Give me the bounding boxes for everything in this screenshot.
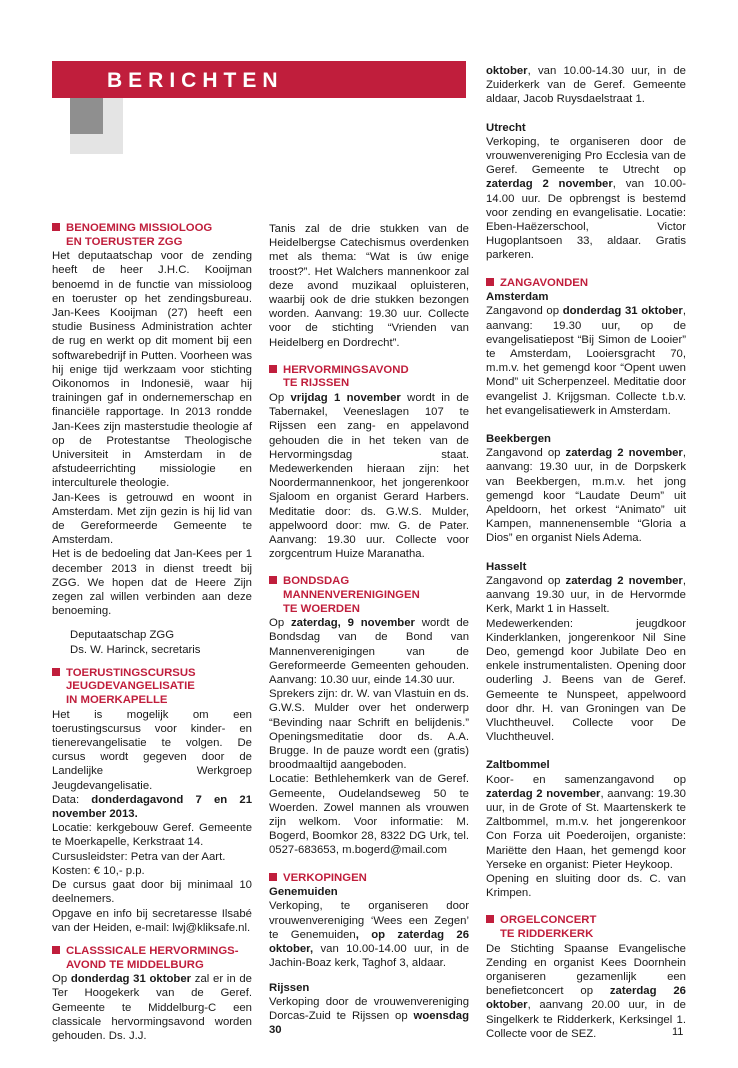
paragraph: Koor- en samenzangavond op zaterdag 2 november, aanvang: 19.30 uur, in de Grote of St. Maartenskerk te Zaltbommel, m.m.v. het jongerenkoor Con Forza uit Poederoijen, organiste: Mariëtte den Haan, het gemengd koor Yerseke en organist: Pieter Heykoop. — [486, 773, 686, 871]
subheading: Hasselt — [486, 560, 527, 573]
subheading: Zaltbommel — [486, 759, 550, 772]
paragraph: Medewerkenden: jeugdkoor Kinderklanken, jongerenkoor Nil Sine Deo, gemengd koor Jubilate Deo en enkele instrumentalisten. Opening door ouderling J. Beens van de Geref. Gemeente te Nunspeet, appelwoord door dhr. H. van Groningen van De Vluchtheuvel. Collecte voor De Vluchtheuvel. — [486, 617, 686, 744]
square-bullet-icon — [269, 873, 277, 881]
paragraph: Kosten: € 10,- p.p. — [52, 864, 145, 877]
subheading: Genemuiden — [269, 886, 338, 899]
paragraph: Jan-Kees is getrouwd en woont in Amsterdam. Met zijn gezin is hij lid van de Gereformeerde Gemeente te Amsterdam. — [52, 491, 252, 547]
paragraph: De cursus gaat door bij minimaal 10 deelnemers. — [52, 879, 252, 906]
paragraph: Data: donderdagavond 7 en 21 november 2013. — [52, 793, 252, 821]
paragraph: Sprekers zijn: dr. W. van Vlastuin en ds. G.W.S. Mulder over het onderwerp “Bevinding naar Schrift en belijdenis.” Openingsmeditatie door ds. A.A. Brugge. In de pauze wordt een (gratis) broodmaaltijd aangeboden. — [269, 688, 469, 772]
paragraph: Het is mogelijk om een toerustingscursus voor kinder- en tienerevangelisatie te volgen. De cursus wordt gegeven door de Landelijke Werkgroep Jeugdevangelisatie. — [52, 708, 252, 792]
paragraph: Zangavond op zaterdag 2 november, aanvang 19.30 uur, in de Hervormde Kerk, Markt 1 in Hasselt. — [486, 574, 686, 616]
section-title-verkopingen: VERKOPINGEN — [269, 872, 469, 886]
section-title-orgelconcert: ORGELCONCERT TE RIDDERKERK — [486, 914, 686, 941]
paragraph: Verkoping, te organiseren door de vrouwenvereniging Pro Ecclesia van de Geref. Gemeente te Utrecht op zaterdag 2 november, van 10.00-14.00 uur. De opbrengst is bestemd voor zending en evangelisatie. Locatie: Eben-Haëzerschool, Victor Hugoplantsoen 33, aldaar. Gratis parkeren. — [486, 135, 686, 262]
square-bullet-icon — [269, 576, 277, 584]
square-bullet-icon — [52, 668, 60, 676]
signature-line: Deputaatschap ZGG — [70, 629, 175, 642]
paragraph: Locatie: kerkgebouw Geref. Gemeente te Moerkapelle, Kerkstraat 14. — [52, 822, 252, 849]
section-title-toerustingscursus: TOERUSTINGSCURSUS JEUGDEVANGELISATIE IN MOERKAPELLE — [52, 667, 252, 708]
paragraph: Verkoping door de vrouwenvereniging Dorcas-Zuid te Rijssen op woensdag 30 — [269, 995, 469, 1037]
subheading: Rijssen — [269, 981, 310, 994]
page-number: 11 — [672, 1026, 684, 1038]
column-3 — [486, 64, 686, 1041]
paragraph: Het deputaatschap voor de zending heeft de heer J.H.C. Kooijman benoemd in de functie van missioloog en toeruster op het zendingsbureau. Jan-Kees Kooijman (27) heeft een studie Business Administration achter de rug en werkt op dit moment bij een softwarebedrijf in Putten. Voorheen was hij enige tijd werkzaam voor stichting Oikonomos in Indonesië, waar hij trainingen gaf in ondernemerschap en financiële rapportage. In 2013 rondde Jan-Kees zijn masterstudie theologie af op de Protestantse Theologische Universiteit in Amsterdam in de afstudeerrichting missiologie en interculturele theologie. — [52, 250, 252, 490]
square-bullet-icon — [269, 365, 277, 373]
section-title-hervormingsavond: HERVORMINGSAVOND TE RIJSSEN — [269, 364, 469, 391]
paragraph: Op donderdag 31 oktober zal er in de Ter Hoogekerk van de Geref. Gemeente te Middelburg-C een classicale hervormingsavond worden gehouden. Ds. J.J. — [52, 973, 252, 1042]
section-title-bondsdag: BONDSDAG MANNENVERENIGINGEN TE WOERDEN — [269, 575, 469, 616]
square-bullet-icon — [486, 915, 494, 923]
paragraph: oktober, van 10.00-14.30 uur, in de Zuiderkerk van de Geref. Gemeente aldaar, Jacob Ruysdaelstraat 1. — [486, 65, 686, 106]
page-title: BERICHTEN — [107, 69, 284, 92]
paragraph: Opgave en info bij secretaresse Ilsabé van der Heiden, e-mail: lwj@kliksafe.nl. — [52, 907, 252, 934]
paragraph: Locatie: Bethlehemkerk van de Geref. Gemeente, Oudelandseweg 50 te Woerden. Zowel mannen als vrouwen zijn welkom. Voor informatie: M. Bogerd, Boomkor 28, 8322 DG Urk, tel. 0527-683653, m.bogerd@mail.com — [269, 773, 469, 857]
paragraph: Tanis zal de drie stukken van de Heidelbergse Catechismus overdenken met als thema: “Wat is úw enige troost?”. Het Walchers mannenkoor zal deze avond muzikaal opluisteren, waarbij ook de drie stukken bezongen worden. Aanvang: 19.30 uur. Collecte voor de stichting “Vrienden van Heidelberg en Dordrecht”. — [269, 223, 469, 349]
signature-line: Ds. W. Harinck, secretaris — [70, 643, 201, 656]
subheading: Amsterdam — [486, 291, 549, 304]
paragraph: Opening en sluiting door ds. C. van Krimpen. — [486, 872, 686, 900]
paragraph: Verkoping, te organiseren door vrouwenvereniging ‘Wees een Zegen’ te Genemuiden, op zaterdag 26 oktober, van 10.00-14.00 uur, in de Jachin-Boaz kerk, Taghof 3, aldaar. — [269, 900, 469, 970]
section-title-benoeming: BENOEMING MISSIOLOOG EN TOERUSTER ZGG — [52, 222, 252, 249]
square-bullet-icon — [486, 278, 494, 286]
paragraph: Het is de bedoeling dat Jan-Kees per 1 december 2013 in dienst treedt bij ZGG. We hopen dat de Heere Zijn zegen zal willen verbinden aan deze benoeming. — [52, 548, 252, 618]
paragraph: Op zaterdag, 9 november wordt de Bondsdag van de Bond van Mannenverenigingen van de Gereformeerde Gemeenten gehouden. Aanvang: 10.30 uur, einde 14.30 uur. — [269, 617, 469, 687]
column-1 — [52, 222, 252, 1043]
subheading: Beekbergen — [486, 433, 551, 446]
paragraph: Zangavond op zaterdag 2 november, aanvang: 19.30 uur, in de Dorpskerk van Beekbergen, m.m.v. het jong gemengd koor “Laudate Deum” uit Apeldoorn, het orkest “Animato” uit Kampen, mannenensemble “Gloria a Dios” en organist Niels Adema. — [486, 447, 686, 545]
square-bullet-icon — [52, 946, 60, 954]
paragraph: Op vrijdag 1 november wordt in de Tabernakel, Veeneslagen 107 te Rijssen een zang- en appelavond gehouden die in het teken van de Hervormingsdag staat. Medewerkenden hieraan zijn: het Noordermannenkoor, het jongerenkoor Sjaloom en organist Gerard Harbers. Meditatie door: ds. G.W.S. Mulder, appelwoord door: mw. G. de Pater. Aanvang: 19.30 uur. Collecte voor zorgcentrum Huize Maranatha. — [269, 392, 469, 561]
paragraph: Cursusleidster: Petra van der Aart. — [52, 850, 226, 863]
subheading: Utrecht — [486, 121, 526, 134]
paragraph: Zangavond op donderdag 31 oktober, aanvang: 19.30 uur, op de evangelisatiepost “Bij Simon de Looier” te Amsterdam, Looiersgracht 70, m.m.v. het gemengd koor “Opent uwen Mond” uit Scherpenzeel. Meditatie door evangelist J. Krijgsman. Collecte t.b.v. het evangelisatiewerk in Amsterdam. — [486, 305, 686, 417]
section-title-classicale: CLASSSICALE HERVORMINGS- AVOND TE MIDDELBURG — [52, 945, 252, 972]
column-2 — [269, 222, 469, 1037]
square-bullet-icon — [52, 223, 60, 231]
section-title-zangavonden: ZANGAVONDEN — [486, 277, 686, 291]
paragraph: De Stichting Spaanse Evangelische Zending en organist Kees Doornhein organiseren gezamenlijk een benefietconcert op zaterdag 26 oktober, aanvang 20.00 uur, in de Singelkerk te Ridderkerk, Kerksingel 1. Collecte voor de SEZ. — [486, 942, 686, 1040]
